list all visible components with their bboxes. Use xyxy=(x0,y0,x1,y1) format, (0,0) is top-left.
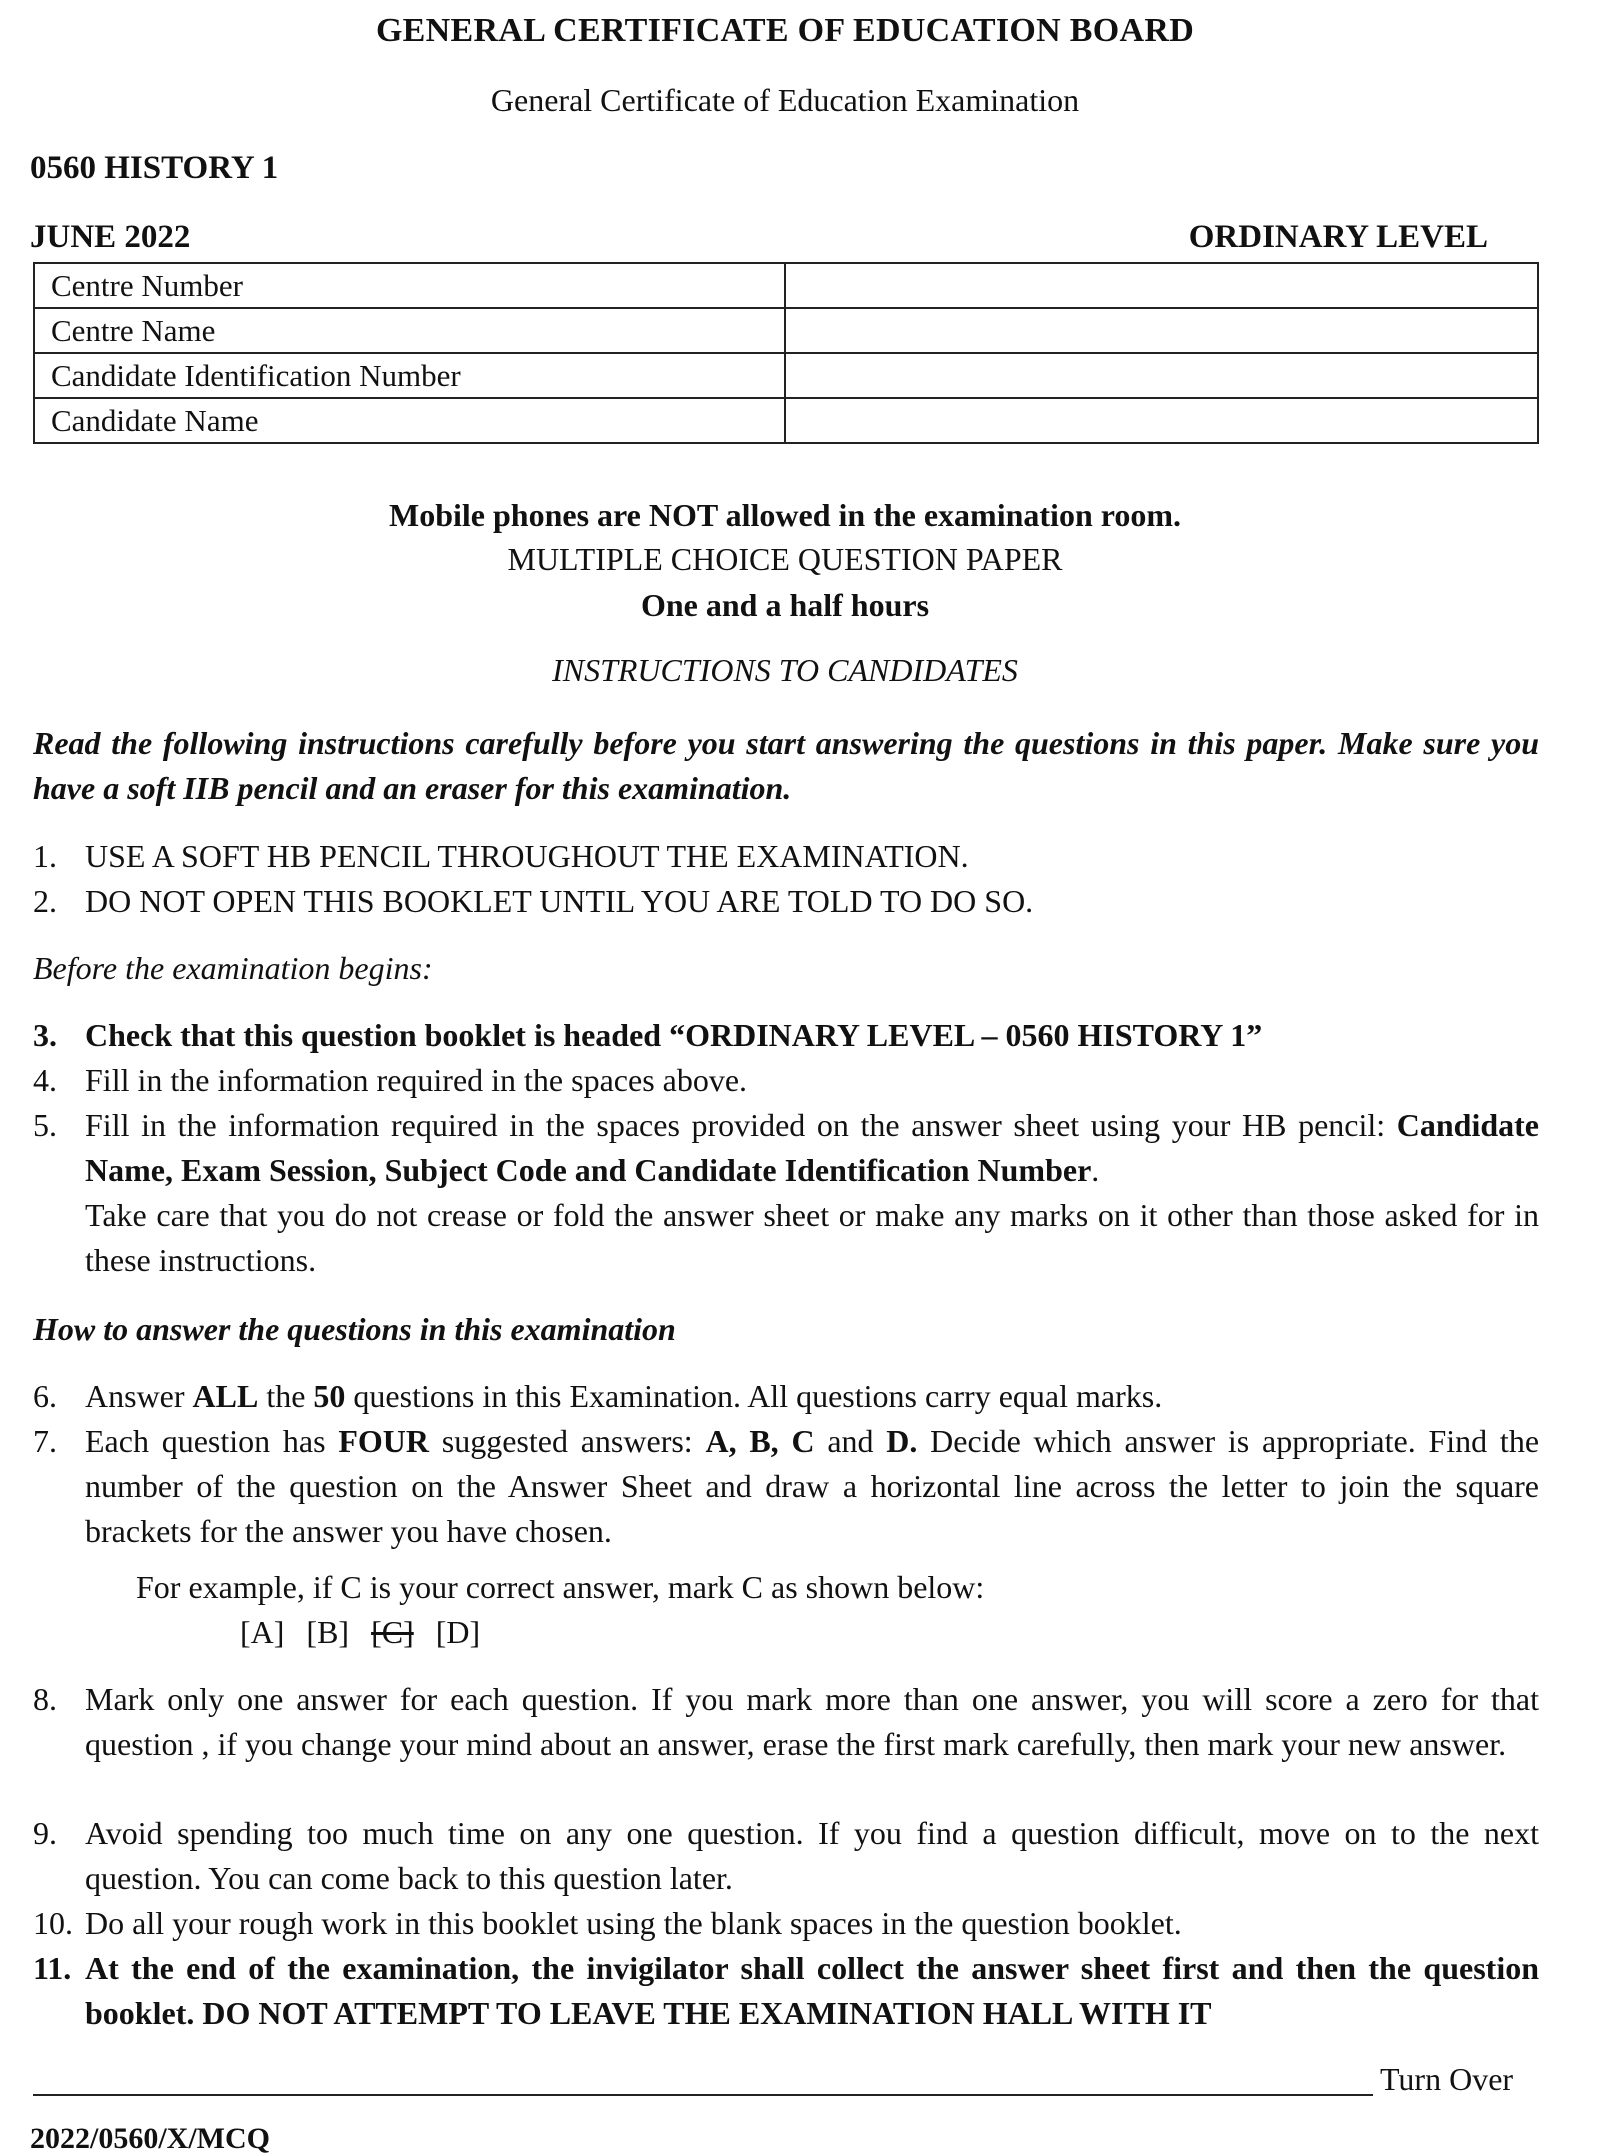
instruction-11 xyxy=(33,1946,1539,2036)
candidate-name-field[interactable] xyxy=(785,398,1538,443)
table-row xyxy=(34,398,1538,443)
mobile-phone-notice: Mobile phones are NOT allowed in the examination room. xyxy=(388,497,1182,533)
instruction-number: 3. xyxy=(33,1017,57,1053)
footer-rule xyxy=(33,2094,1373,2096)
paper-type: MULTIPLE CHOICE QUESTION PAPER xyxy=(507,541,1063,577)
instruction-text: Check that this question booklet is headed “ORDINARY LEVEL – 0560 HISTORY 1” xyxy=(85,1017,1263,1053)
instruction-text: DO NOT OPEN THIS BOOKLET UNTIL YOU ARE TOLD TO DO SO. xyxy=(85,883,1034,919)
text-run: suggested answers: xyxy=(429,1423,706,1459)
instruction-number: 4. xyxy=(33,1062,57,1098)
instruction-text xyxy=(85,1374,1539,1419)
instruction-5-care: Take care that you do not crease or fold the answer sheet or make any marks on it other than those asked for in these instructions. xyxy=(85,1197,1539,1278)
instruction-5-end: . xyxy=(1091,1152,1100,1188)
instruction-text: Do all your rough work in this booklet using the blank spaces in the question booklet. xyxy=(85,1905,1182,1941)
subject-code: 0560 HISTORY 1 xyxy=(30,150,279,186)
instruction-text: Mark only one answer for each question. If you mark more than one answer, you will score a zero for that question , if you change your mind about an answer, erase the first mark carefully, then mark your new answer. xyxy=(85,1681,1539,1762)
instruction-5 xyxy=(33,1103,1539,1283)
text-run: Decide which answer is appropriate. Find the number of the question on the Answer Sheet and draw a horizontal line across the letter to join the square brackets for the answer you have chosen. xyxy=(85,1423,1540,1549)
instruction-text: Fill in the information required in the spaces above. xyxy=(85,1062,748,1098)
instruction-10 xyxy=(33,1901,1539,1946)
text-run-bold: A, B, C xyxy=(705,1423,815,1459)
table-row xyxy=(34,353,1538,398)
instruction-text: Avoid spending too much time on any one question. If you find a question difficult, move on to the next question. You can come back to this question later. xyxy=(85,1815,1539,1896)
instruction-number: 10. xyxy=(33,1905,73,1941)
instructions-title: INSTRUCTIONS TO CANDIDATES xyxy=(552,652,1018,688)
text-run-bold: D. xyxy=(886,1423,918,1459)
instruction-6 xyxy=(33,1374,1539,1419)
instruction-7 xyxy=(33,1419,1539,1554)
intro-paragraph: Read the following instructions carefully before you start answering the questions in this paper. Make sure you have a soft IIB pencil and an eraser for this examination. xyxy=(33,725,1539,806)
instruction-8 xyxy=(33,1677,1539,1767)
instruction-3 xyxy=(33,1013,1539,1058)
text-run: Each question has xyxy=(85,1423,339,1459)
paper-reference: 2022/0560/X/MCQ xyxy=(30,2122,270,2155)
exam-session: JUNE 2022 xyxy=(30,219,191,255)
exam-title: General Certificate of Education Examination xyxy=(490,82,1080,118)
answer-sheet-fields: Candidate Name, Exam Session, Subject Code and Candidate Identification Number xyxy=(85,1107,1539,1188)
instruction-number: 9. xyxy=(33,1815,57,1851)
instruction-5-text: Fill in the information required in the spaces provided on the answer sheet using your HB pencil: xyxy=(85,1107,1386,1143)
table-row xyxy=(34,308,1538,353)
candidate-id-label: Candidate Identification Number xyxy=(34,353,785,398)
option-d: [D] xyxy=(435,1614,481,1650)
text-run-bold: 50 xyxy=(313,1378,346,1414)
instruction-number: 6. xyxy=(33,1378,57,1414)
option-b: [B] xyxy=(306,1614,350,1650)
text-run: the xyxy=(258,1378,314,1414)
centre-name-field[interactable] xyxy=(785,308,1538,353)
option-c-marked: [C] xyxy=(371,1614,414,1650)
instruction-number: 7. xyxy=(33,1423,57,1459)
candidate-id-field[interactable] xyxy=(785,353,1538,398)
example-answer-options xyxy=(240,1610,494,1655)
before-heading: Before the examination begins: xyxy=(33,950,433,986)
centre-number-field[interactable] xyxy=(785,263,1538,308)
text-run-bold: FOUR xyxy=(338,1423,429,1459)
exam-level: ORDINARY LEVEL xyxy=(1188,219,1488,255)
board-title: GENERAL CERTIFICATE OF EDUCATION BOARD xyxy=(375,12,1195,49)
instruction-text xyxy=(85,1103,1539,1283)
instruction-text xyxy=(85,1419,1539,1554)
instruction-4 xyxy=(33,1058,1539,1103)
instruction-text: USE A SOFT HB PENCIL THROUGHOUT THE EXAMINATION. xyxy=(85,838,969,874)
instruction-number: 5. xyxy=(33,1107,57,1143)
centre-name-label: Centre Name xyxy=(34,308,785,353)
text-run-bold: ALL xyxy=(192,1378,259,1414)
table-row xyxy=(34,263,1538,308)
text-run: questions in this Examination. All questions carry equal marks. xyxy=(345,1378,1163,1414)
how-to-answer-heading: How to answer the questions in this examination xyxy=(33,1311,676,1347)
turn-over-label: Turn Over xyxy=(1380,2061,1514,2097)
instruction-number: 8. xyxy=(33,1681,57,1717)
centre-number-label: Centre Number xyxy=(34,263,785,308)
option-a: [A] xyxy=(240,1614,285,1650)
instruction-1 xyxy=(33,834,1539,879)
instruction-number: 11. xyxy=(33,1950,72,1986)
candidate-info-table xyxy=(33,262,1539,444)
candidate-name-label: Candidate Name xyxy=(34,398,785,443)
example-text: For example, if C is your correct answer, mark C as shown below: xyxy=(136,1569,985,1605)
instruction-number: 2. xyxy=(33,883,57,919)
instruction-text: At the end of the examination, the invigilator shall collect the answer sheet first and then the question booklet. DO NOT ATTEMPT TO LEAVE THE EXAMINATION HALL WITH IT xyxy=(85,1950,1539,2031)
instruction-number: 1. xyxy=(33,838,57,874)
text-run: Answer xyxy=(85,1378,193,1414)
text-run: and xyxy=(814,1423,887,1459)
instruction-9 xyxy=(33,1811,1539,1901)
duration: One and a half hours xyxy=(640,587,930,623)
instruction-2 xyxy=(33,879,1539,924)
